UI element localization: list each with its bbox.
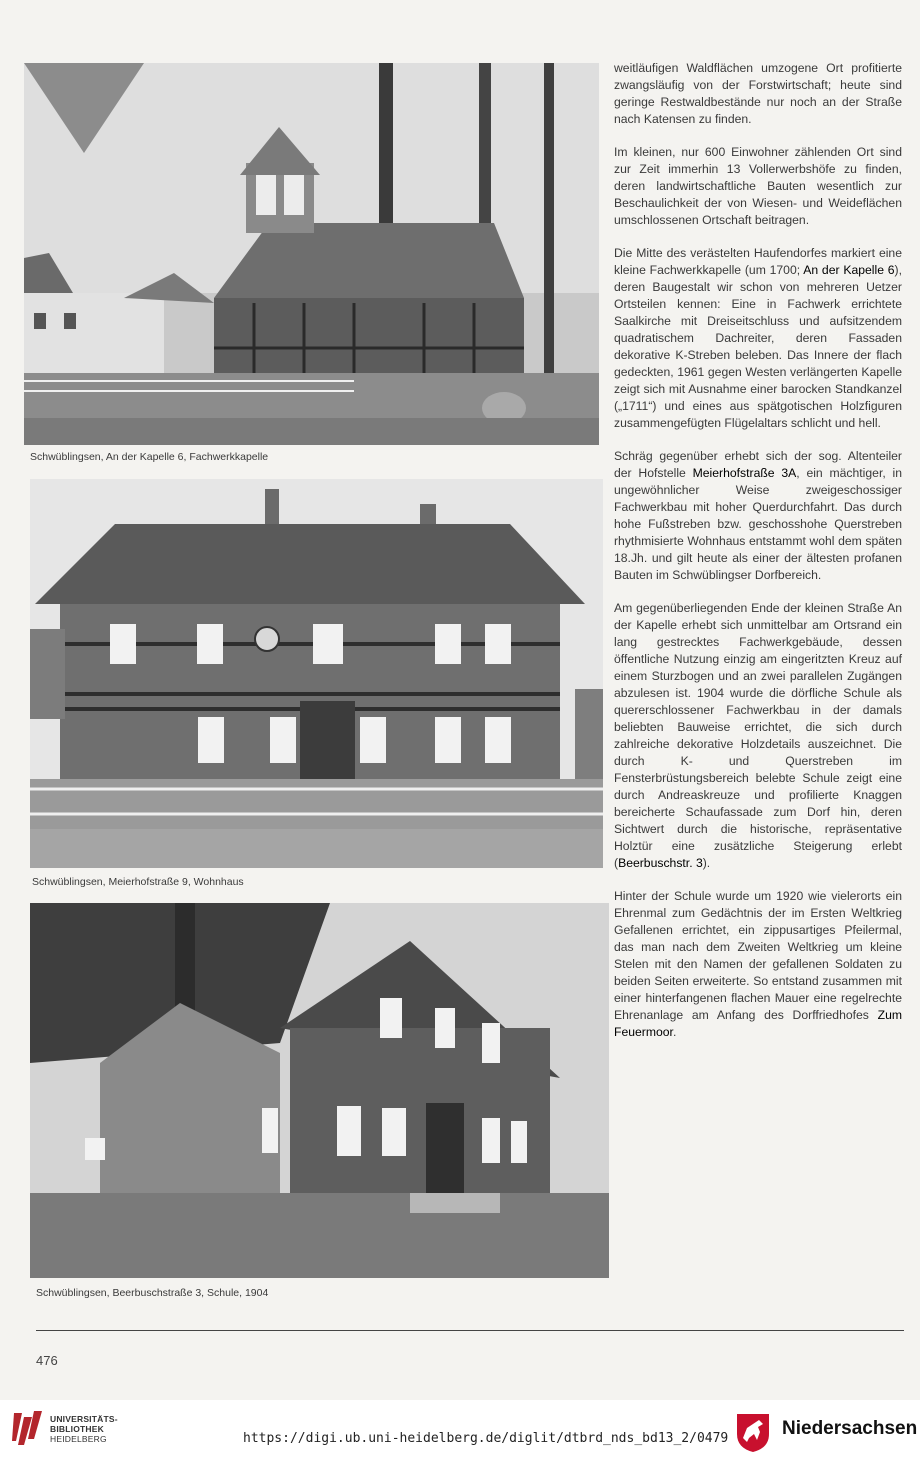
library-name-line: UNIVERSITÄTS- (50, 1414, 118, 1424)
address-link: Meierhofstraße 3A (692, 466, 797, 480)
lower-saxony-horse-icon (733, 1410, 773, 1454)
paragraph-5-text-b: ). (702, 856, 711, 870)
page-number: 476 (36, 1353, 58, 1368)
paragraph-3-text-a: Die Mitte des verästelten Haufendorfes markiert eine kleine Fachwerkkapelle (um 1700; (614, 246, 902, 277)
paragraph-1: weitläufigen Waldflächen umzogene Ort profitierte zwangsläufig von der Forstwirtschaft; heute sind geringe Restwaldbestände nur noch an der Straße nach Katensen zu finden. (614, 61, 902, 126)
paragraph-3 (614, 245, 902, 432)
paragraph-5 (614, 600, 902, 872)
paragraph-6 (614, 888, 902, 1041)
text-column (614, 60, 902, 1057)
paragraph-6-text-b: . (672, 1025, 677, 1039)
photo-chapel-caption: Schwüblingsen, An der Kapelle 6, Fachwerkkapelle (30, 451, 269, 463)
university-library-name[interactable] (50, 1414, 118, 1444)
photo-school (30, 903, 609, 1278)
library-name-line: BIBLIOTHEK (50, 1424, 104, 1434)
paragraph-3-text-b: ), deren Baugestalt wir schon von mehreren Uetzer Ortsteilen kennen: Eine in Fachwerk errichtete Saalkirche mit Dreiseitschluss und aufsitzendem quadratischem Dachreiter, deren Fassaden dekorative K-Streben beleben. Das Innere der flach gedeckten, 1961 gegen Westen verlängerten Kapelle zeigt sich mit Ausnahme einer barocken Standkanzel („1711“) und eines aus spätgotischen Holzfiguren zusammengefügten Flügelaltars schlicht und hell. (614, 263, 902, 430)
state-name: Niedersachsen (782, 1418, 918, 1439)
library-name-line: HEIDELBERG (50, 1434, 107, 1444)
photo-chapel (24, 63, 599, 445)
paragraph-4-text-a: Schräg gegenüber erhebt sich der sog. Altenteiler der Hofstelle (614, 449, 902, 480)
paragraph-5-text-a: Am gegenüberliegenden Ende der kleinen Straße An der Kapelle erhebt sich unmittelbar am Ortsrand ein lang gestrecktes Fachwerkgebäude, dessen öffentliche Nutzung einzig am eingeritzten Kreuz auf einem Sturzbogen und an zwei parallelen Zugängen abzulesen ist. 1904 wurde die dörfliche Schule als quererschlossener Fachwerkbau in der damals beliebten Bauweise errichtet, die sich durch zahlreiche dekorative Holzdetails auszeichnet. Die durch K- und Querstreben im Fensterbrüstungsbereich belebte Schule zeigt eine durch Andreaskreuze und profilierte Knaggen bereicherte Schaufassade zum Dorf hin, deren Sichtwert durch die historische, repräsentative Holztür eine zusätzliche Steigerung erlebt ( (614, 601, 902, 870)
paragraph-6-text-a: Hinter der Schule wurde um 1920 wie vielerorts ein Ehrenmal zum Gedächtnis der im Ersten Weltkrieg Gefallenen errichtet, ein zippusartiges Pfeilermal, das man nach dem Zweiten Weltkrieg um kleine Stelen mit den Namen der gefallenen Soldaten zu beiden Seiten erweiterte. So entstand zusammen mit einer hinterfangenen flachen Mauer eine regelrechte Ehrenanlage am Anfang des Dorffriedhofes (614, 889, 902, 1022)
photo-house-caption: Schwüblingsen, Meierhofstraße 9, Wohnhaus (32, 876, 244, 888)
paragraph-2: Im kleinen, nur 600 Einwohner zählenden Ort sind zur Zeit immerhin 13 Vollerwerbshöfe zu finden, deren landwirtschaftliche Bauten wesentlich zur Beschaulichkeit der von Wiesen- und Weideflächen umschlossenen Ortschaft beitragen. (614, 145, 902, 227)
house-image (30, 479, 603, 868)
chapel-image (24, 63, 599, 445)
page-divider (36, 1330, 904, 1331)
footer-bar (0, 1400, 920, 1466)
permalink-url[interactable]: https://digi.ub.uni-heidelberg.de/diglit/dtbrd_nds_bd13_2/0479 (243, 1431, 729, 1446)
photo-house (30, 479, 603, 868)
address-link: An der Kapelle 6 (803, 263, 895, 277)
photo-school-caption: Schwüblingsen, Beerbuschstraße 3, Schule, 1904 (36, 1287, 269, 1299)
address-link: Beerbuschstr. 3 (618, 856, 703, 870)
school-image (30, 903, 609, 1278)
address-link: Zum Feuermoor (614, 1008, 902, 1039)
paragraph-4-text-b: , ein mächtiger, in ungewöhnlicher Weise zweigeschossiger Fachwerkbau mit hoher Querdurchfahrt. Das durch hohe Fußstreben bzw. geschosshohe Querstreben rhythmisierte Wohnhaus entstammt wohl dem späten 18.Jh. und gilt heute als einer der ältesten profanen Bauten im Schwüblingser Dorfbereich. (614, 466, 902, 582)
university-library-logo-icon[interactable] (10, 1407, 48, 1447)
paragraph-4 (614, 448, 902, 584)
